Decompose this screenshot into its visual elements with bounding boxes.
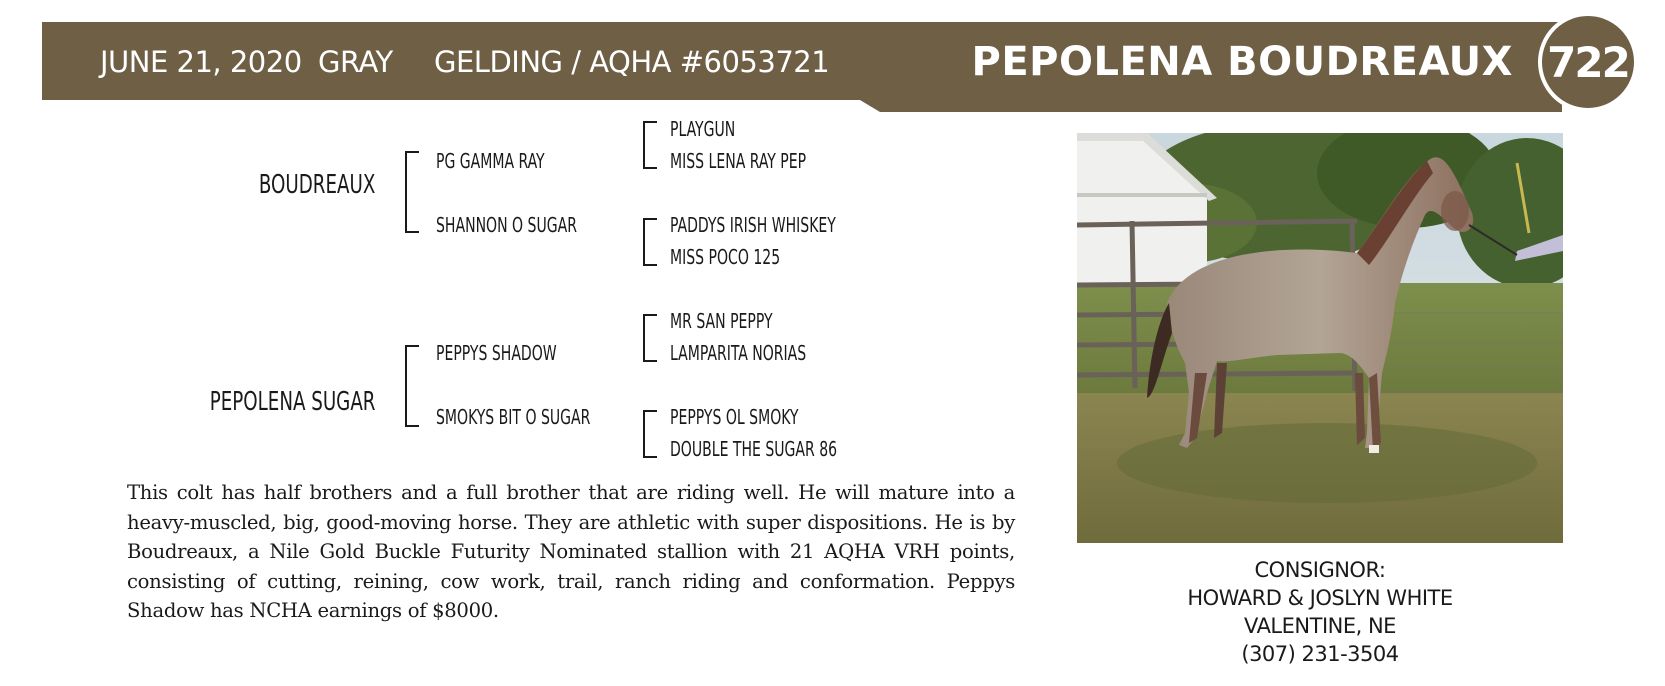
pedigree-dam-sire-sire: MR SAN PEPPY xyxy=(670,309,773,333)
pedigree-sire-dam-sire: PADDYS IRISH WHISKEY xyxy=(670,213,836,237)
pedigree-sire-dam-dam: MISS POCO 125 xyxy=(670,245,781,269)
sire-sire-bracket xyxy=(643,121,657,169)
dam-dam-bracket xyxy=(643,410,657,458)
pedigree-dam: PEPOLENA SUGAR xyxy=(209,387,375,417)
sex-registry: GELDING / AQHA #6053721 xyxy=(434,45,830,79)
consignor-label: CONSIGNOR: xyxy=(1254,558,1386,582)
pedigree-sire-sire-dam: MISS LENA RAY PEP xyxy=(670,149,807,173)
consignor-name: HOWARD & JOSLYN WHITE xyxy=(1187,586,1453,610)
pedigree-dam-dam-dam: DOUBLE THE SUGAR 86 xyxy=(670,437,838,461)
pedigree-dam-sire-dam: LAMPARITA NORIAS xyxy=(670,341,807,365)
consignor-phone: (307) 231-3504 xyxy=(1241,642,1399,666)
horse-name: PEPOLENA BOUDREAUX xyxy=(971,39,1513,85)
header-notch xyxy=(860,100,880,112)
header-tab xyxy=(880,100,1562,112)
consignor-block xyxy=(1077,556,1563,668)
consignor-location: VALENTINE, NE xyxy=(1244,614,1396,638)
pedigree-sire: BOUDREAUX xyxy=(258,170,375,200)
horse-color: GRAY xyxy=(318,45,393,79)
horse-description: This colt has half brothers and a full brother that are riding well. He will mature into a heavy-muscled, big, good-moving horse. They are athletic with super dispositions. He is by Boudreaux, a Nile Gold Buckle Futurity Nominated stallion with 21 AQHA VRH points, consisting of cutting, reining, cow work, trail, ranch riding and conformation. Peppys Shadow has NCHA earnings of $8000. xyxy=(127,481,1015,622)
sire-bracket xyxy=(405,151,419,233)
pedigree-dam-dam: SMOKYS BIT O SUGAR xyxy=(436,405,591,429)
pedigree-dam-sire: PEPPYS SHADOW xyxy=(436,341,557,365)
lot-badge xyxy=(1538,12,1638,112)
foal-date: JUNE 21, 2020 xyxy=(100,45,302,79)
pedigree-sire-dam: SHANNON O SUGAR xyxy=(436,213,577,237)
dam-bracket xyxy=(405,345,419,427)
horse-photo xyxy=(1077,133,1563,543)
pedigree-sire-sire-sire: PLAYGUN xyxy=(670,117,736,141)
sire-dam-bracket xyxy=(643,218,657,266)
pedigree-dam-dam-sire: PEPPYS OL SMOKY xyxy=(670,405,799,429)
lot-number: 722 xyxy=(1547,37,1629,87)
pedigree-sire-sire: PG GAMMA RAY xyxy=(436,149,545,173)
dam-sire-bracket xyxy=(643,314,657,362)
